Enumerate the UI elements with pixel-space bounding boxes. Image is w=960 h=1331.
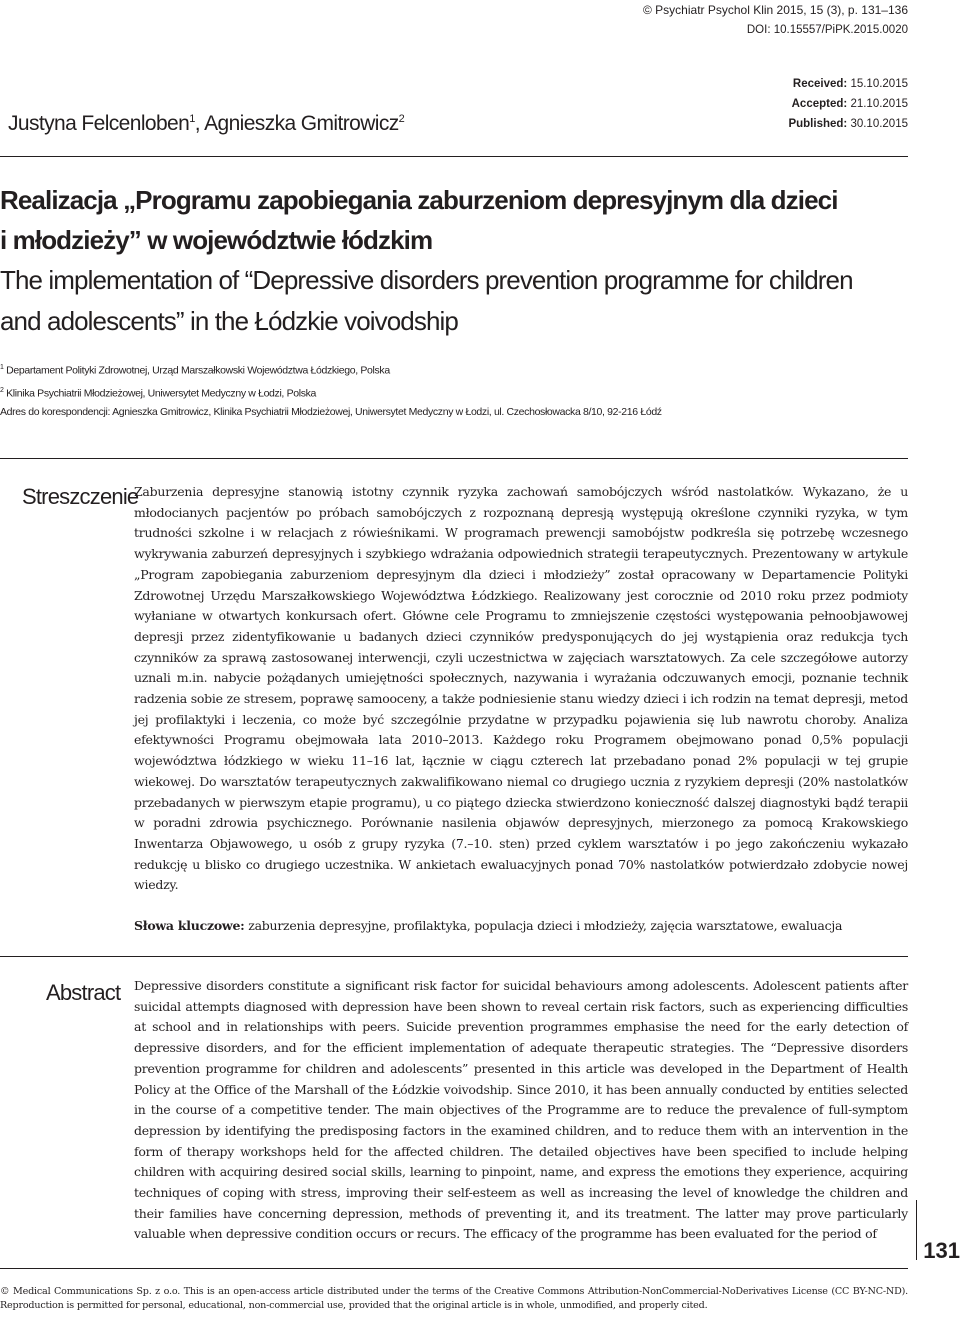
title-english-line-2: and adolescents” in the Łódzkie voivodship — [0, 306, 458, 336]
affiliation-2 — [0, 381, 662, 404]
keywords-text: zaburzenia depresyjne, profilaktyka, populacja dzieci i młodzieży, zajęcia warsztatowe, ewaluacja — [244, 918, 843, 933]
published-label: Published: — [788, 118, 848, 130]
doi: DOI: 10.15557/PiPK.2015.0020 — [746, 24, 908, 36]
abstract-heading: Abstract — [46, 980, 121, 1005]
keywords — [134, 916, 908, 936]
title-polish-line-1: Realizacja „Programu zapobiegania zaburzeniom depresyjnym dla dzieci — [0, 185, 838, 215]
author-2-affiliation: 2 — [398, 113, 405, 125]
keywords-label: Słowa kluczowe: — [134, 918, 245, 933]
authors — [8, 112, 404, 136]
affiliation-2-marker: 2 — [0, 386, 4, 394]
article-title — [0, 180, 853, 342]
journal-citation: © Psychiatr Psychol Klin 2015, 15 (3), p. 131–136 — [643, 3, 908, 17]
footer-divider — [0, 1268, 908, 1269]
title-polish-line-2: i młodzieży” w województwie łódzkim — [0, 225, 433, 255]
abstract-text: Depressive disorders constitute a significant risk factor for suicidal behaviours among adolescents. Adolescent patients after suicidal attempts diagnosed with depression have been shown to reveal certain risk factors, such as experiencing difficulties at school and in relationships with peers. Suicide prevention programmes emphasise the need for the early detection of depressive disorders, and for the efficient implementation of adequate therapeutic strategies. The “Depressive disorders prevention programme for children and adolescents” presented in this article was developed in the Department of Health Policy at the Office of the Marshall of the Łódzkie voivodship. Since 2010, it has been annually conducted by entities selected in the course of a competitive tender. The main objectives of the Programme are to reduce the prevalence of full-symptom depression by identifying the predisposing factors in the examined children, and to reduce them with an intervention in the form of therapy workshops held for the affected children. The detailed objectives have been specified to include helping children with acquiring desired social skills, learning to pinpoint, name, and express the emotions they experience, acquiring techniques of coping with stress, improving their self-esteem as well as increasing the level of knowledge the children and their families have concerning depression, methods of preventing it, and its treatment. The latter may prove particularly valuable when depressive condition occurs or recurs. The efficacy of the programme has been evaluated for the period of — [134, 978, 908, 1242]
section-divider-middle — [0, 956, 908, 957]
streszczenie-heading: Streszczenie — [22, 484, 139, 509]
header-divider — [0, 156, 908, 157]
accepted-value: 21.10.2015 — [850, 98, 908, 110]
author-1-affiliation: 1 — [189, 113, 195, 125]
published-date — [788, 114, 908, 134]
received-date — [788, 74, 908, 94]
author-1-name: Justyna Felcenloben — [8, 112, 190, 135]
published-value: 30.10.2015 — [850, 118, 908, 130]
page-number: 131 — [923, 1238, 960, 1263]
streszczenie-text: Zaburzenia depresyjne stanowią istotny czynnik ryzyka zachowań samobójczych wśród nastolatków. Wykazano, że u młodocianych pacjentów po próbach samobójczych z rozpoznaną depresją występują określone czynniki ryzyka, w tym trudności szkolne i w relacjach z rówieśnikami. W programach prewencji samobójstw podkreśla się potrzebę wczesnego wykrywania zaburzeń depresyjnych i szybkiego wdrażania odpowiednich strategii terapeutycznych. Prezentowany w artykule „Program zapobiegania zaburzeniom depresyjnym dla dzieci i młodzieży” został opracowany w Departamencie Polityki Zdrowotnej Urzędu Marszałkowskiego Województwa Łódzkiego. Realizowany jest corocznie od 2010 roku przez podmioty wyłaniane w otwartych konkursach ofert. Główne cele Programu to zmniejszenie częstości występowania pełnoobjawowej depresji przez zidentyfikowanie u badanych dzieci czynników predysponujących do jej wystąpienia oraz redukcja tych czynników za sprawą zastosowanej interwencji, czyli uczestnictwa w zajęciach warsztatowych. Za cele szczegółowe autorzy uznali m.in. nabycie pożądanych umiejętności społecznych, nazywania i wyrażania odczuwanych emocji, poznanie technik radzenia sobie ze stresem, poprawę samooceny, a także podniesienie stanu wiedzy dzieci i ich rodzin na temat depresji, metod jej profilaktyki i leczenia, co może być szczególnie przydatne w przypadku pojawienia się lub nawrotu choroby. Analiza efektywności Programu obejmowała lata 2010–2013. Każdego roku Programem obejmowano ponad 0,5% populacji województwa łódzkiego w wieku 11–16 lat, łącznie w ciągu czterech lat przebadano ponad 2% populacji w tej grupie wiekowej. Do warsztatów terapeutycznych zakwalifikowano niemal co drugiego ucznia z ryzykiem depresji (20% nastolatków przebadanych w pierwszym etapie programu), u co piątego dziecka stwierdzono konieczność dalszej diagnostyki bądź terapii w poradni zdrowia psychicznego. Porównanie nasilenia objawów depresyjnych, mierzonego za pomocą Krakowskiego Inwentarza Objawowego, u osób z grupy ryzyka (7.–10. sten) przed cyklem warsztatów i po jego zakończeniu wykazało redukcję u blisko co drugiego uczestnika. W ankietach ewaluacyjnych ponad 70% nastolatków potwierdzało zdobycie nowej wiedzy. — [134, 484, 908, 893]
affiliation-1 — [0, 358, 662, 381]
received-label: Received: — [792, 78, 848, 90]
affiliation-1-marker: 1 — [0, 364, 4, 371]
accepted-date — [788, 94, 908, 114]
correspondence-address: Adres do korespondencji: Agnieszka Gmitrowicz, Klinika Psychiatrii Młodzieżowej, Uniwersytet Medyczny w Łodzi, ul. Czechosłowacka 8/10, 92-216 Łódź — [0, 406, 662, 418]
title-english-line-1: The implementation of “Depressive disorders prevention programme for children — [0, 265, 853, 295]
author-2-name: Agnieszka Gmitrowicz — [204, 112, 399, 135]
license-notice: © Medical Communications Sp. z o.o. This is an open-access article distributed under the terms of the Creative Commons Attribution-NonCommercial-NoDerivatives License (CC BY-NC-ND). Reproduction is permitted for personal, educational, non-commercial use, provided that the original article is in whole, unmodified, and properly cited. — [0, 1286, 908, 1311]
affiliation-1-text: Departament Polityki Zdrowotnej, Urząd Marszałkowski Województwa Łódzkiego, Polska — [3, 364, 390, 377]
affiliations — [0, 358, 662, 422]
article-dates — [788, 74, 908, 134]
accepted-label: Accepted: — [791, 98, 848, 110]
affiliation-2-text: Klinika Psychiatrii Młodzieżowej, Uniwersytet Medyczny w Łodzi, Polska — [3, 387, 316, 399]
journal-header — [643, 0, 908, 40]
section-divider-top — [0, 458, 908, 459]
page-number-rule — [916, 1200, 917, 1260]
received-value: 15.10.2015 — [850, 78, 908, 90]
author-separator: , — [194, 112, 205, 135]
